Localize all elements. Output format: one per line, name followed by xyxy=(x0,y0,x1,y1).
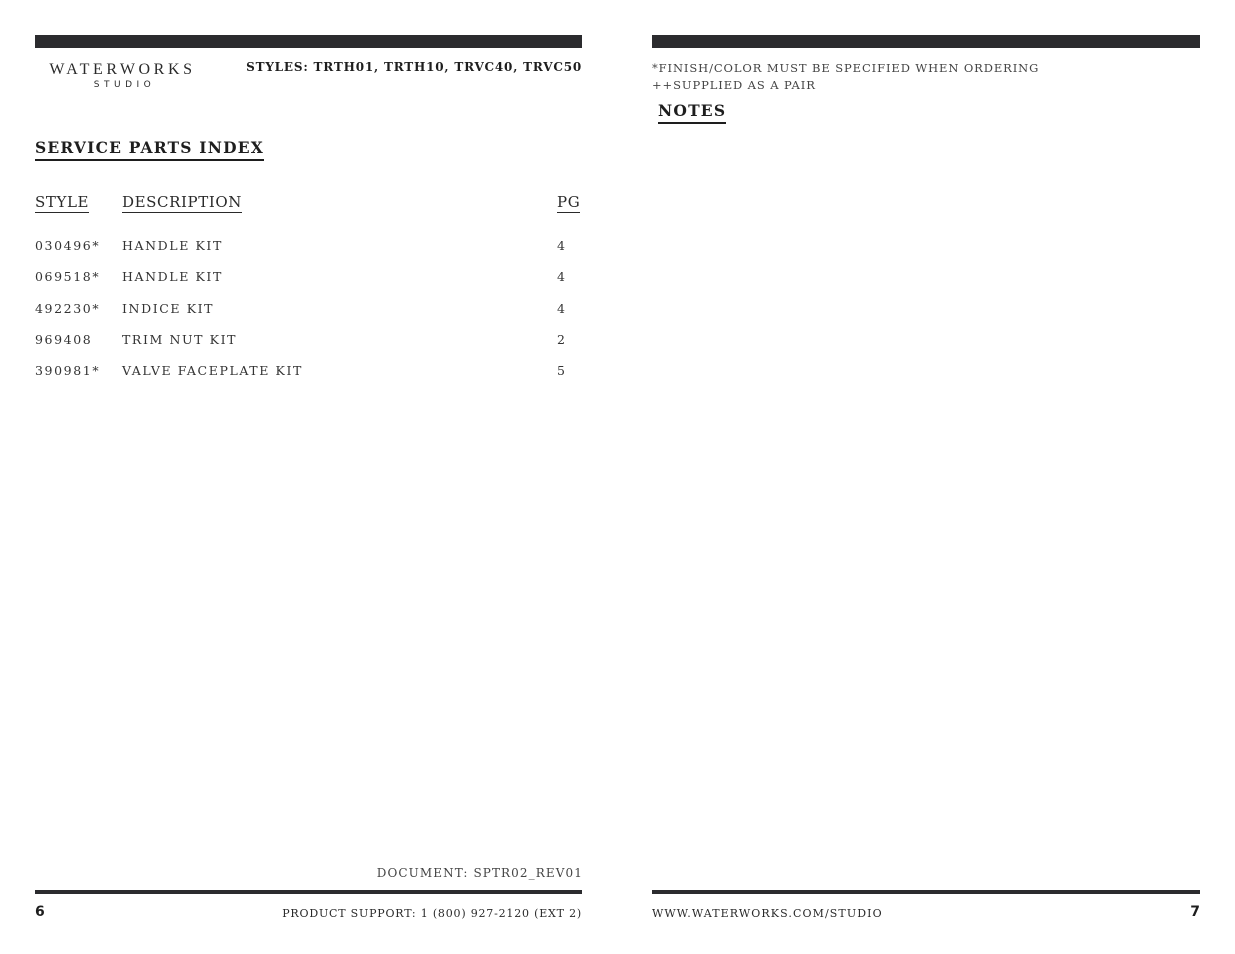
logo-subtitle: STUDIO xyxy=(93,80,156,90)
cell-style: 492230* xyxy=(35,300,101,316)
logo-wordmark: WATERWORKS xyxy=(49,61,196,78)
table-row xyxy=(35,299,582,330)
table-row xyxy=(35,361,582,392)
website-link: WWW.WATERWORKS.COM/STUDIO xyxy=(652,907,883,920)
cell-description: TRIM NUT KIT xyxy=(122,331,238,347)
column-header-style: STYLE xyxy=(35,193,90,211)
column-header-pg: PG xyxy=(557,193,581,211)
column-header-description: DESCRIPTION xyxy=(122,193,242,211)
right-page-bottom-rule xyxy=(652,890,1200,894)
cell-description: INDICE KIT xyxy=(122,300,215,316)
parts-table xyxy=(35,236,582,392)
footnote-finish: *FINISH/COLOR MUST BE SPECIFIED WHEN ORDERING xyxy=(652,61,1040,75)
cell-description: HANDLE KIT xyxy=(122,238,223,253)
waterworks-logo xyxy=(35,61,210,90)
cell-style: 069518* xyxy=(35,269,101,285)
cell-description: VALVE FACEPLATE KIT xyxy=(122,363,303,379)
left-page-top-rule xyxy=(35,35,582,48)
cell-description: HANDLE KIT xyxy=(122,269,223,285)
cell-style: 030496* xyxy=(35,238,101,253)
styles-list: STYLES: TRTH01, TRTH10, TRVC40, TRVC50 xyxy=(246,60,582,74)
cell-page: 5 xyxy=(557,363,567,379)
left-page-number: 6 xyxy=(35,904,45,920)
cell-style: 969408 xyxy=(35,331,93,347)
table-row xyxy=(35,267,582,298)
table-row xyxy=(35,330,582,361)
cell-page: 4 xyxy=(557,269,567,285)
footnotes xyxy=(652,60,1039,94)
document-id: DOCUMENT: SPTR02_REV01 xyxy=(376,866,583,880)
cell-page: 4 xyxy=(557,238,567,253)
footnote-pair: ++SUPPLIED AS A PAIR xyxy=(652,78,816,92)
table-row xyxy=(35,236,582,267)
left-page-bottom-rule xyxy=(35,890,582,894)
cell-page: 2 xyxy=(557,331,567,347)
cell-style: 390981* xyxy=(35,363,101,379)
service-parts-index-title: SERVICE PARTS INDEX xyxy=(35,138,264,161)
product-support: PRODUCT SUPPORT: 1 (800) 927-2120 (EXT 2) xyxy=(282,907,582,920)
right-page-number: 7 xyxy=(1190,904,1200,920)
notes-title: NOTES xyxy=(658,101,726,124)
cell-page: 4 xyxy=(557,300,567,316)
right-page-top-rule xyxy=(652,35,1200,48)
